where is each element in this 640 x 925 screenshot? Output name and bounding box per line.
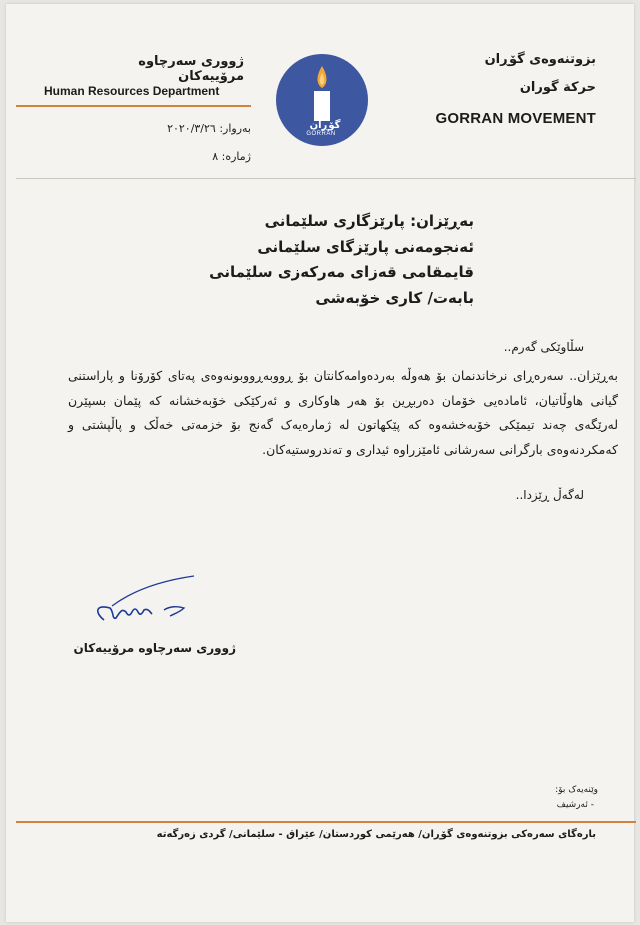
gorran-logo: [276, 54, 368, 146]
copy-archive: - ئەرشیف: [556, 800, 594, 810]
copies-label: وێنەیەک بۆ:: [555, 785, 598, 795]
header-underline: [16, 105, 251, 107]
org-name-kurdish: بزوتنەوەی گۆڕان: [484, 52, 596, 67]
header-divider: [16, 178, 636, 179]
greeting: سڵاوێکی گەرم..: [503, 340, 584, 354]
logo-text-english: GORRAN: [306, 131, 336, 137]
addressee-governor: بەڕێزان: پارێزگاری سلێمانی: [264, 212, 474, 230]
addressee-district: قایمقامی قەزای مەرکەزی سلێمانی: [209, 263, 474, 281]
signatory-name: ژووری سەرچاوە مرۆییەکان: [73, 641, 236, 655]
body-paragraph: بەڕێزان.. سەرەڕای نرخاندنمان بۆ هەوڵە بەردەوامەکانتان بۆ ڕووبەڕووبونەوەی پەتای کۆرۆنا و پاراستنی گیانی هاوڵاتیان، ئامادەیی خۆمان دەربڕین بۆ هەر هاوکاری و ئەرکێکی خۆبەخشانە کە پێمان بسپێرن لەرێگەی چەند تیمێکی خۆبەخشەوە کە پێکهاتون لە ژمارەیەک گەنج بۆ خزمەتی خەڵک و پاڵپشتی و کەمکردنەوەی بارگرانی سەرشانی ئامێزراوە ئیداری و تەندروستیەکان.: [68, 368, 618, 457]
department-name-kurdish: ژووری سەرچاوە مرۆییەکان: [138, 54, 244, 84]
handwritten-signature: [86, 568, 206, 638]
letter-number: ژمارە: ٨: [212, 150, 251, 163]
footer-address: بارەگای سەرەکی بزوتنەوەی گۆڕان/ هەرێمی کوردستان/ عێراق - سلێمانی/ گردی زەرگەتە: [156, 829, 596, 840]
closing: لەگەڵ ڕێزدا..: [515, 488, 584, 502]
department-name-english: Human Resources Department: [44, 84, 220, 98]
logo-text-kurdish: گۆڕان: [309, 120, 341, 131]
letter-page: [6, 4, 634, 922]
addressee-council: ئەنجومەنی پارێزگای سلێمانی: [257, 238, 474, 256]
letter-date: بەروار: ٢٠٢٠/٣/٢٦: [167, 122, 251, 135]
footer-divider: [16, 821, 636, 823]
letter-subject: بابەت/ کاری خۆبەشی: [315, 289, 474, 307]
org-name-english: GORRAN MOVEMENT: [435, 110, 596, 127]
org-name-arabic: حركة گوران: [519, 80, 596, 95]
